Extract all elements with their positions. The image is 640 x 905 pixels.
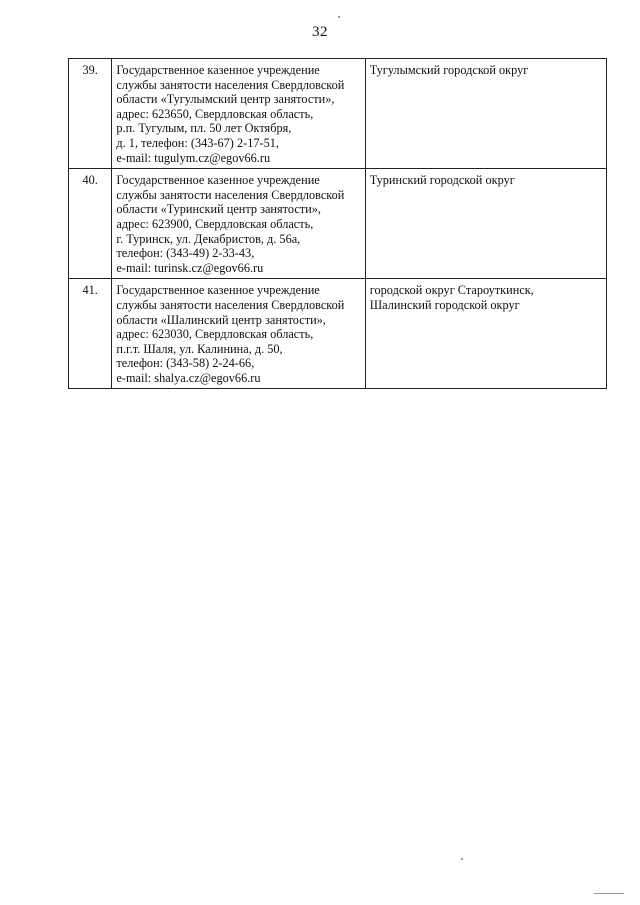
- institution-cell: [112, 59, 365, 169]
- institution-line: Государственное казенное учреждение: [116, 173, 320, 188]
- area-line: Шалинский городской округ: [369, 297, 520, 312]
- institution-address-line: адрес: 623650, Свердловская область,: [116, 106, 314, 121]
- institution-address-line: адрес: 623030, Свердловская область,: [116, 327, 314, 342]
- scan-artifact: [338, 16, 340, 18]
- institution-line: службы занятости населения Свердловской: [116, 77, 345, 92]
- institution-line: службы занятости населения Свердловской: [116, 187, 345, 202]
- area-line: Туринский городской округ: [369, 173, 515, 188]
- institution-line: области «Тугулымский центр занятости»,: [116, 92, 335, 107]
- institution-line: службы занятости населения Свердловской: [116, 297, 345, 312]
- row-number-cell: [69, 59, 112, 169]
- institution-phone-line: телефон: (343-58) 2-24-66,: [116, 356, 255, 371]
- institution-address-line: п.г.т. Шаля, ул. Калинина, д. 50,: [116, 341, 283, 356]
- scan-artifact: [594, 893, 624, 894]
- districts-table: [68, 58, 607, 389]
- row-number-cell: [69, 169, 112, 279]
- institution-address-line: р.п. Тугулым, пл. 50 лет Октября,: [116, 121, 292, 136]
- table-row: [69, 59, 607, 169]
- row-number: 40.: [82, 173, 98, 188]
- institution-address-line: адрес: 623900, Свердловская область,: [116, 216, 314, 231]
- institution-cell: [112, 279, 365, 389]
- page-number: 32: [312, 24, 328, 40]
- area-cell: [365, 169, 606, 279]
- institution-phone-line: д. 1, телефон: (343-67) 2-17-51,: [116, 135, 279, 150]
- institution-line: Государственное казенное учреждение: [116, 283, 320, 298]
- table-row: [69, 169, 607, 279]
- row-number: 41.: [82, 283, 98, 298]
- area-cell: [365, 59, 606, 169]
- area-cell: [365, 279, 606, 389]
- row-number: 39.: [82, 63, 98, 77]
- institution-cell: [112, 169, 365, 279]
- institution-email-line: e-mail: turinsk.cz@egov66.ru: [116, 260, 264, 275]
- institution-email-line: e-mail: shalya.cz@egov66.ru: [116, 370, 261, 385]
- area-line: Тугулымский городской округ: [369, 63, 529, 77]
- institution-email-line: e-mail: tugulym.cz@egov66.ru: [116, 150, 271, 165]
- institution-line: Государственное казенное учреждение: [116, 63, 320, 77]
- institution-line: области «Шалинский центр занятости»,: [116, 312, 326, 327]
- institution-phone-line: телефон: (343-49) 2-33-43,: [116, 246, 255, 261]
- institution-line: области «Туринский центр занятости»,: [116, 202, 321, 217]
- scan-artifact: [461, 858, 463, 860]
- row-number-cell: [69, 279, 112, 389]
- institution-address-line: г. Туринск, ул. Декабристов, д. 56а,: [116, 231, 301, 246]
- table-row: [69, 279, 607, 389]
- area-line: городской округ Староуткинск,: [369, 283, 534, 298]
